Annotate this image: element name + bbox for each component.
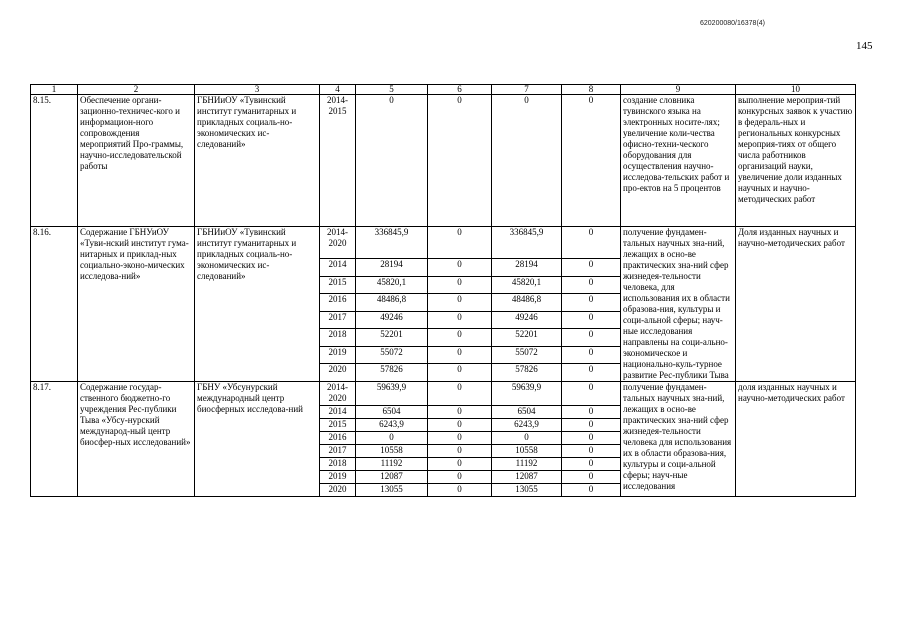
year-cell: 2014 <box>320 406 356 419</box>
col6-amount-cell: 0 <box>428 419 492 432</box>
col8-amount-cell: 0 <box>562 364 621 382</box>
item-name-cell: Содержание государ-ственного бюджетно-го учреждения Рес-публики Тыва «Убсу-нурский международ-ный центр биосфер-ных исследований» <box>78 382 195 497</box>
column-header: 8 <box>562 85 621 95</box>
col7-amount-cell: 59639,9 <box>492 382 562 406</box>
col8-amount-cell: 0 <box>562 419 621 432</box>
col8-amount-cell: 0 <box>562 276 621 294</box>
item-number-cell: 8.15. <box>31 95 78 227</box>
total-amount-cell: 12087 <box>356 471 428 484</box>
col8-amount-cell: 0 <box>562 227 621 259</box>
total-amount-cell: 55072 <box>356 346 428 364</box>
year-cell: 2020 <box>320 364 356 382</box>
col6-amount-cell: 0 <box>428 329 492 347</box>
total-amount-cell: 10558 <box>356 445 428 458</box>
total-amount-cell: 59639,9 <box>356 382 428 406</box>
col8-amount-cell: 0 <box>562 432 621 445</box>
year-cell: 2017 <box>320 445 356 458</box>
executor-cell: ГБНИиОУ «Тувинский институт гуманитарных и прикладных социаль-но-экономических ис-следований» <box>195 95 320 227</box>
col8-amount-cell: 0 <box>562 294 621 312</box>
year-cell: 2016 <box>320 294 356 312</box>
total-amount-cell: 49246 <box>356 311 428 329</box>
indicator-cell: выполнение мероприя-тий конкурсных заявок к участию в федераль-ных и региональных конкурсных мероприя-тиях от общего числа работников организаций науки, увеличение доли изданных научных и научно-методических работ <box>736 95 856 227</box>
executor-cell: ГБНИиОУ «Тувинский институт гуманитарных и прикладных социаль-но-экономических ис-следований» <box>195 227 320 382</box>
total-amount-cell: 52201 <box>356 329 428 347</box>
col6-amount-cell: 0 <box>428 382 492 406</box>
total-amount-cell: 45820,1 <box>356 276 428 294</box>
col8-amount-cell: 0 <box>562 95 621 227</box>
col6-amount-cell: 0 <box>428 95 492 227</box>
page-number: 145 <box>856 40 873 52</box>
year-cell: 2019 <box>320 471 356 484</box>
col7-amount-cell: 57826 <box>492 364 562 382</box>
col7-amount-cell: 6504 <box>492 406 562 419</box>
year-cell: 2019 <box>320 346 356 364</box>
expected-result-cell: создание словника тувинского языка на электронных носите-лях; увеличение коли-чества офисно-техни-ческого оборудования для осуществления научно-исследова-тельских работ и про-ектов на 5 процентов <box>621 95 736 227</box>
col6-amount-cell: 0 <box>428 432 492 445</box>
program-table <box>30 84 856 497</box>
col8-amount-cell: 0 <box>562 471 621 484</box>
column-header: 7 <box>492 85 562 95</box>
col7-amount-cell: 0 <box>492 432 562 445</box>
col7-amount-cell: 10558 <box>492 445 562 458</box>
col6-amount-cell: 0 <box>428 364 492 382</box>
col6-amount-cell: 0 <box>428 227 492 259</box>
col7-amount-cell: 48486,8 <box>492 294 562 312</box>
column-number-row <box>31 85 856 95</box>
col7-amount-cell: 28194 <box>492 259 562 277</box>
year-cell: 2015 <box>320 419 356 432</box>
col6-amount-cell: 0 <box>428 259 492 277</box>
document-code: 620200080/16378(4) <box>700 20 766 27</box>
col8-amount-cell: 0 <box>562 259 621 277</box>
col7-amount-cell: 55072 <box>492 346 562 364</box>
item-name-cell: Содержание ГБНУиОУ «Туви-нский институт гума-нитарных и приклад-ных социально-эконо-мических исследова-ний» <box>78 227 195 382</box>
col7-amount-cell: 13055 <box>492 484 562 497</box>
total-amount-cell: 0 <box>356 95 428 227</box>
col6-amount-cell: 0 <box>428 406 492 419</box>
col6-amount-cell: 0 <box>428 311 492 329</box>
table-row <box>31 95 856 227</box>
year-cell: 2016 <box>320 432 356 445</box>
year-cell: 2018 <box>320 329 356 347</box>
column-header: 6 <box>428 85 492 95</box>
col8-amount-cell: 0 <box>562 311 621 329</box>
item-number-cell: 8.16. <box>31 227 78 382</box>
col8-amount-cell: 0 <box>562 445 621 458</box>
column-header: 2 <box>78 85 195 95</box>
total-amount-cell: 48486,8 <box>356 294 428 312</box>
col6-amount-cell: 0 <box>428 458 492 471</box>
item-name-cell: Обеспечение органи-зационно-техничес-кого и информацион-ного сопровождения мероприятий Про-граммы, научно-исследовательской работы <box>78 95 195 227</box>
expected-result-cell: получение фундамен-тальных научных зна-ний, лежащих в осно-ве практических зна-ний сфер жизнедея-тельности человека для использования их в области образова-ния, культуры и соци-альной сферы; науч-ные исследования <box>621 382 736 497</box>
column-header: 10 <box>736 85 856 95</box>
col8-amount-cell: 0 <box>562 484 621 497</box>
year-cell: 2014 <box>320 259 356 277</box>
table-row <box>31 227 856 259</box>
indicator-cell: доля изданных научных и научно-методических работ <box>736 382 856 497</box>
column-header: 9 <box>621 85 736 95</box>
total-amount-cell: 11192 <box>356 458 428 471</box>
col8-amount-cell: 0 <box>562 458 621 471</box>
col7-amount-cell: 0 <box>492 95 562 227</box>
year-cell: 2014-2015 <box>320 95 356 227</box>
total-amount-cell: 13055 <box>356 484 428 497</box>
column-header: 4 <box>320 85 356 95</box>
col6-amount-cell: 0 <box>428 276 492 294</box>
table-row <box>31 382 856 406</box>
col6-amount-cell: 0 <box>428 294 492 312</box>
total-amount-cell: 28194 <box>356 259 428 277</box>
indicator-cell: Доля изданных научных и научно-методических работ <box>736 227 856 382</box>
col6-amount-cell: 0 <box>428 445 492 458</box>
year-cell: 2014-2020 <box>320 382 356 406</box>
col7-amount-cell: 52201 <box>492 329 562 347</box>
col8-amount-cell: 0 <box>562 329 621 347</box>
expected-result-cell: получение фундамен-тальных научных зна-ний, лежащих в осно-ве практических зна-ний сфер жизнедея-тельности человека, для использования их в области образова-ния, культуры и соци-альной сферы; науч-ные исследования направлены на соци-ально-экономическое и национально-куль-турное развитие Рес-публики Тыва <box>621 227 736 382</box>
total-amount-cell: 6243,9 <box>356 419 428 432</box>
year-cell: 2020 <box>320 484 356 497</box>
col7-amount-cell: 336845,9 <box>492 227 562 259</box>
total-amount-cell: 0 <box>356 432 428 445</box>
col6-amount-cell: 0 <box>428 346 492 364</box>
column-header: 3 <box>195 85 320 95</box>
year-cell: 2015 <box>320 276 356 294</box>
year-cell: 2014-2020 <box>320 227 356 259</box>
column-header: 1 <box>31 85 78 95</box>
executor-cell: ГБНУ «Убсунурский международный центр биосферных исследова-ний <box>195 382 320 497</box>
col7-amount-cell: 12087 <box>492 471 562 484</box>
col7-amount-cell: 49246 <box>492 311 562 329</box>
total-amount-cell: 57826 <box>356 364 428 382</box>
col8-amount-cell: 0 <box>562 406 621 419</box>
column-header: 5 <box>356 85 428 95</box>
col6-amount-cell: 0 <box>428 471 492 484</box>
year-cell: 2018 <box>320 458 356 471</box>
col7-amount-cell: 11192 <box>492 458 562 471</box>
total-amount-cell: 336845,9 <box>356 227 428 259</box>
col8-amount-cell: 0 <box>562 382 621 406</box>
col6-amount-cell: 0 <box>428 484 492 497</box>
item-number-cell: 8.17. <box>31 382 78 497</box>
col7-amount-cell: 45820,1 <box>492 276 562 294</box>
year-cell: 2017 <box>320 311 356 329</box>
col7-amount-cell: 6243,9 <box>492 419 562 432</box>
total-amount-cell: 6504 <box>356 406 428 419</box>
col8-amount-cell: 0 <box>562 346 621 364</box>
